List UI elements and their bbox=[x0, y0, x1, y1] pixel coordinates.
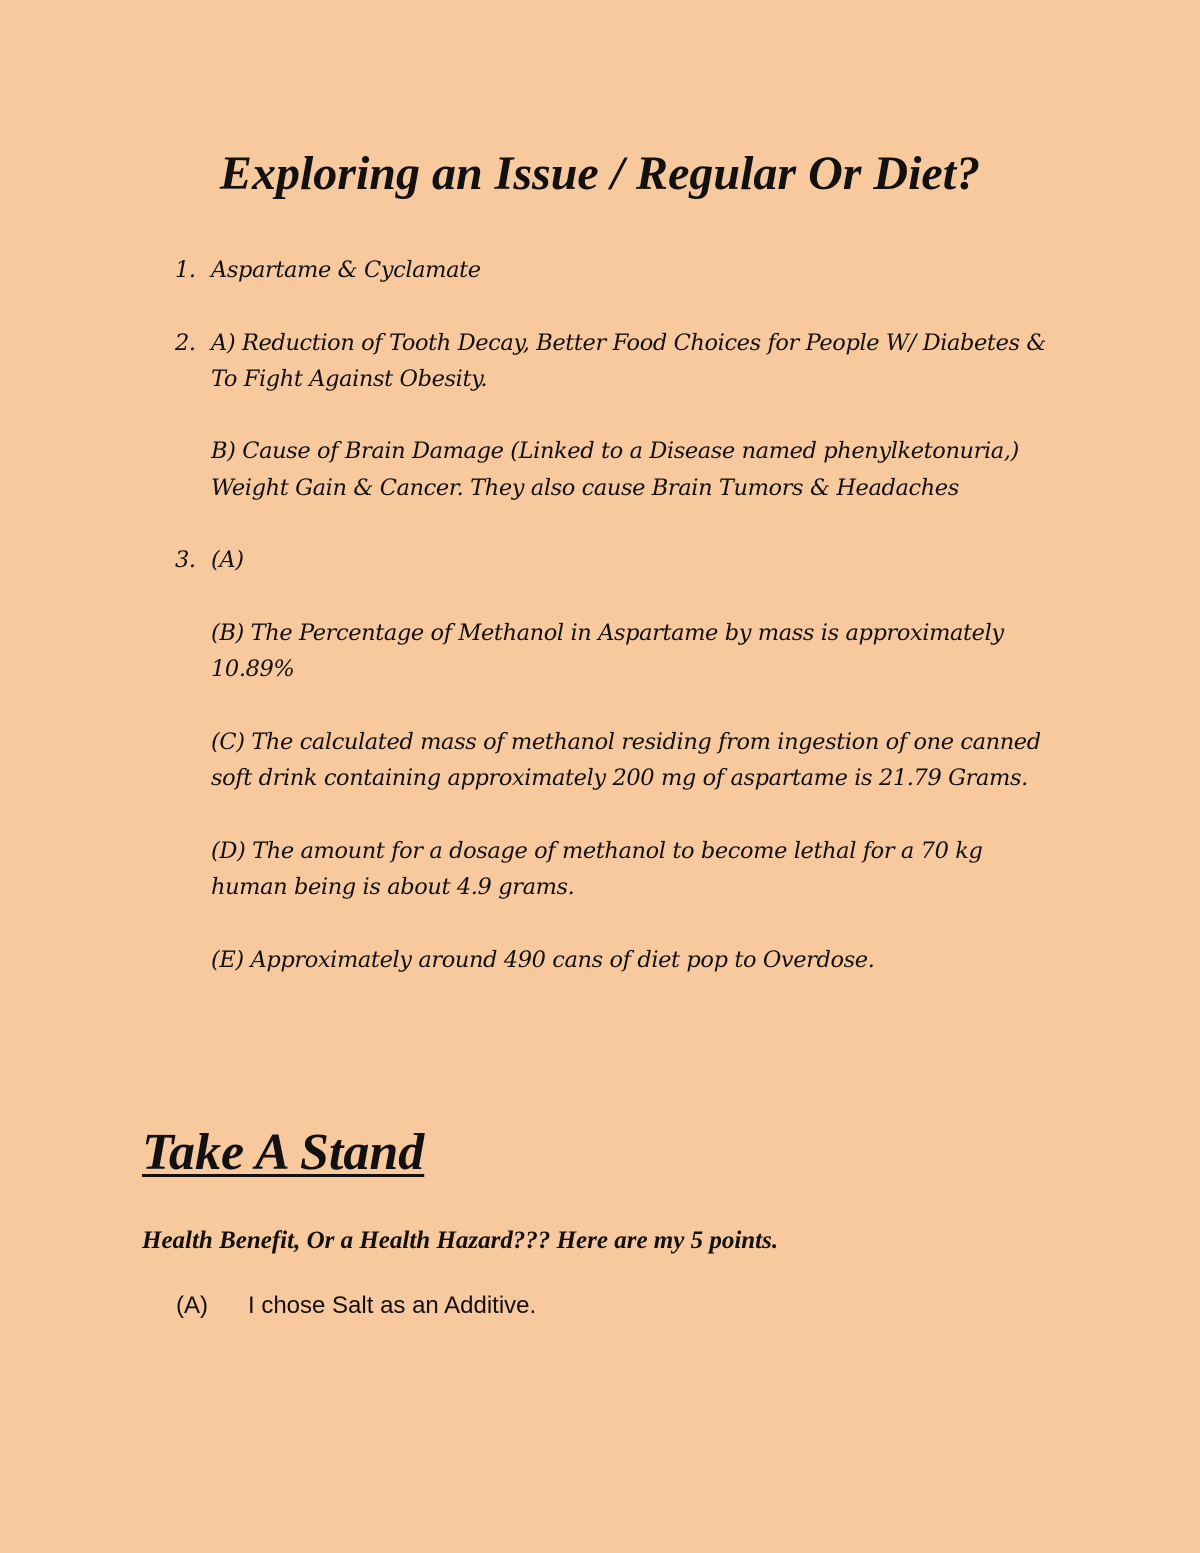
point-text: I chose Salt as an Additive. bbox=[248, 1292, 537, 1319]
list-item-2 bbox=[175, 325, 1055, 506]
list-paragraph: (C) The calculated mass of methanol residing from ingestion of one canned soft drink containing approximately 200 mg of aspartame is 21.79 Grams. bbox=[211, 728, 1041, 792]
list-item-1 bbox=[175, 252, 1055, 288]
list-paragraph: (E) Approximately around 490 cans of diet pop to Overdose. bbox=[211, 946, 875, 973]
list-number: 2. bbox=[175, 329, 196, 356]
list-number: 3. bbox=[175, 547, 196, 574]
points-subheading: Health Benefit, Or a Health Hazard??? Here are my 5 points. bbox=[142, 1227, 779, 1254]
list-paragraph: (A) bbox=[211, 547, 244, 574]
numbered-list bbox=[175, 252, 1055, 978]
list-item-3 bbox=[175, 542, 1055, 978]
list-paragraph: (B) The Percentage of Methanol in Aspartame by mass is approximately 10.89% bbox=[211, 619, 1004, 683]
take-a-stand-heading: Take A Stand bbox=[142, 1124, 425, 1181]
additive-point bbox=[176, 1288, 536, 1324]
point-label: (A) bbox=[176, 1292, 208, 1319]
list-paragraph: A) Reduction of Tooth Decay, Better Food Choices for People W/ Diabetes & To Fight Against Obesity. bbox=[211, 329, 1047, 392]
list-paragraph: Aspartame & Cyclamate bbox=[211, 257, 481, 283]
list-paragraph: B) Cause of Brain Damage (Linked to a Disease named phenylketonuria,) Weight Gain & Cancer. They also cause Brain Tumors & Headaches bbox=[211, 438, 1019, 501]
list-number: 1. bbox=[175, 257, 196, 283]
document-title: Exploring an Issue / Regular Or Diet? bbox=[219, 147, 981, 200]
list-paragraph: (D) The amount for a dosage of methanol to become lethal for a 70 kg human being is about 4.9 grams. bbox=[211, 837, 983, 901]
